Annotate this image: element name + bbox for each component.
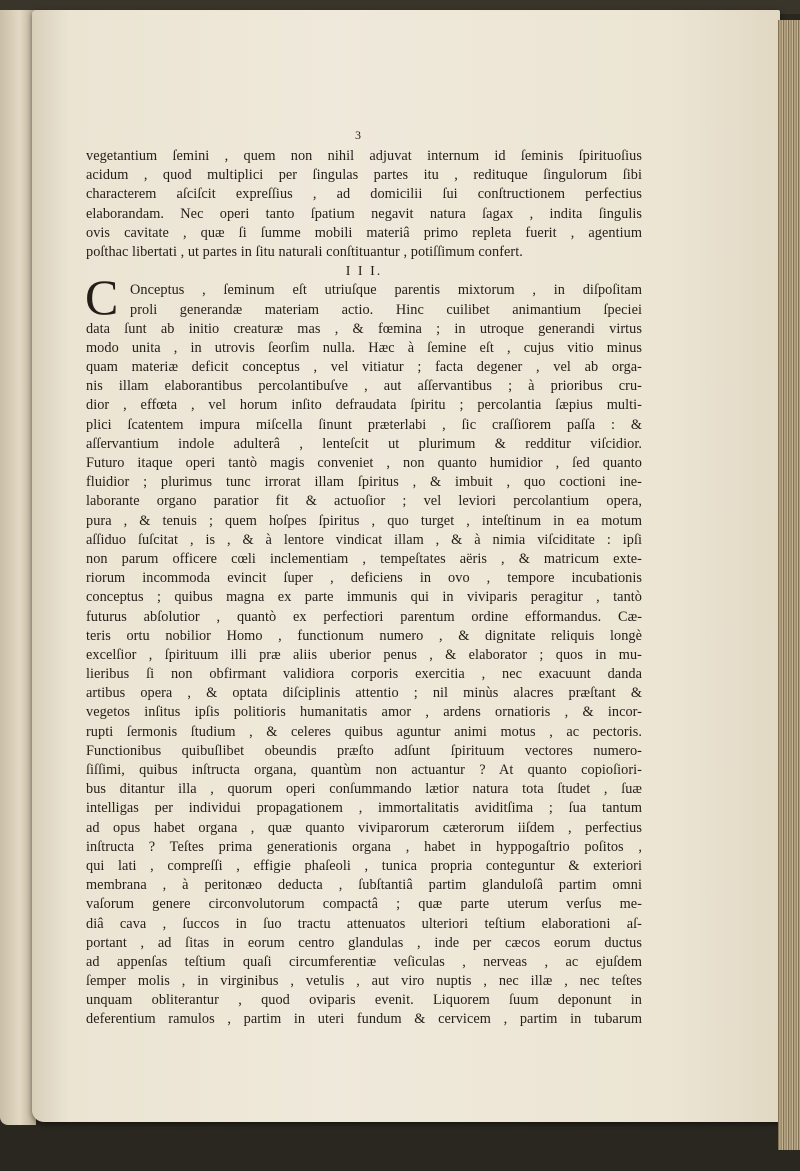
text-line: acidum , quod multiplici per ſingulas partes itu , redituque ſingulorum ſibi xyxy=(86,167,642,184)
text-line: ad appenſas teſtium quaſi circumferentiæ veſiculas , nerveas , ac ejuſdem xyxy=(86,953,642,970)
text-line: poſthac libertati , ut partes in ſitu naturali conſtituantur , potiſſimum confert. xyxy=(86,243,523,260)
text-line: fluidior ; plurimus tunc irrorat illam ſpiritus , & imbuit , quo coctioni ine- xyxy=(86,474,642,491)
drop-cap-initial: C xyxy=(85,269,119,325)
text-line: Futuro itaque operi tantò magis conveniet , non quanto humidior , ſed quanto xyxy=(86,455,642,471)
text-line: qui lati , compreſſi , effigie phaſeoli , tunica propria conteguntur & exteriori xyxy=(86,857,642,874)
text-line: unquam obliterantur , quod oviparis evenit. Liquorem ſuum deponunt in xyxy=(86,992,642,1009)
text-line: artibus opera , & optata diſciplinis attentio ; nil minùs alacres præſtant & xyxy=(86,685,642,702)
paragraph-opening-lines xyxy=(86,281,642,319)
paragraph-continuation xyxy=(86,147,642,262)
text-line: non parum officere cœli inclementiam , tempeſtates aëris , & matricum exte- xyxy=(86,550,642,567)
text-line: Onceptus , ſeminum eſt utriuſque parentis mixtorum , in diſpoſitam xyxy=(130,282,642,299)
text-line: pura , & tenuis ; quem hoſpes ſpiritus , quo turget , inteſtinum in ea motum xyxy=(86,512,642,529)
paragraph-body xyxy=(86,320,642,1030)
text-line: elaborandam. Nec operi tanto ſpatium negavit natura ſagax , indita ſingulis xyxy=(86,205,642,222)
text-line: vegetos inſitus ipſis politioris humanitatis amor , ardens ornatioris , & incor- xyxy=(86,704,642,721)
facing-page-edge xyxy=(0,10,36,1125)
text-line: nis illam elaborantibus percolantibuſve , aut aſſervantibus ; à prioribus cru- xyxy=(86,378,642,395)
text-line: diâ cava , ſuccos in ſuo tractu attenuatos ulteriori teſtium elaborationi aſ- xyxy=(86,915,642,932)
text-line: conceptus ; quibus magna ex parte immunis qui in viviparis peragitur , tantò xyxy=(86,589,642,606)
text-line: lieribus ſi non obfirmant validiora corporis exercitia , nec exacuunt danda xyxy=(86,666,642,683)
text-line: Functionibus quibuſlibet obeundis præſto adſunt ſpirituum vectores numero- xyxy=(86,742,642,759)
text-line: bus ditantur illa , quorum operi conſummando lætior natura tota ſtudet , ſuæ xyxy=(86,781,642,798)
text-line: aſſervantium indole adulterâ , lenteſcit ut plurimum & redditur viſcidior. xyxy=(86,435,642,452)
page-number: 3 xyxy=(355,128,361,142)
page-stack-edge xyxy=(778,20,800,1150)
text-line: rupti ſermonis ſtudium , & celeres quibus aguntur animi motus , ac pectoris. xyxy=(86,723,642,740)
text-line: characterem aſciſcit expreſſius , ad domicilii ſui conſtructionem perfectius xyxy=(86,186,642,203)
text-line: membrana , à peritonæo deducta , ſubſtantiâ partim glanduloſâ partim omni xyxy=(86,877,642,894)
text-line: plici ſcatentem impura miſcella ſinunt præterlabi , ſic craſſiorem paſſa : & xyxy=(86,416,642,433)
text-line: aſſiduo ſuſcitat , is , & à lentore vindicat illam , & à nimia viſciditate : ipſi xyxy=(86,531,642,548)
text-line: excelſior , ſpirituum illi præ aliis uberior penus , & elaborator ; quos in mu- xyxy=(86,646,642,663)
text-line: modo unita , in utrovis ſeorſim nulla. Hæc à ſemine eſt , cujus vitio minus xyxy=(86,339,642,356)
text-line: quam materiæ deficit conceptus , vel vitiatur ; facta degener , vel ab orga- xyxy=(86,359,642,376)
text-line: vegetantium ſemini , quem non nihil adjuvat internum id ſeminis ſpirituoſius xyxy=(86,148,642,164)
text-line: vaſorum genere circonvolutorum compactâ ; quæ parte uterum verſus me- xyxy=(86,896,642,913)
text-line: ovis cavitate , quæ ſi ſumme mobili materiâ primo repleta fuerit , agentium xyxy=(86,224,642,241)
text-line: deferentium ramulos , partim in uteri fundum & cervicem , partim in tubarum xyxy=(86,1011,642,1028)
text-line: intelligas per individui propagationem , immortalitatis aviditſima ; ſua tantum xyxy=(86,800,642,817)
text-line: teris ortu nobilior Homo , functionum numero , & dignitate reliquis longè xyxy=(86,627,642,644)
body-text xyxy=(86,147,642,1030)
text-line: riorum incommoda evincit ſuper , deficiens in ovo , tempore incubationis xyxy=(86,570,642,587)
text-line: ad opus habet organa , quæ quanto viviparorum cæterorum iiſdem , perfectius xyxy=(86,819,642,836)
section-heading: I I I. xyxy=(345,264,383,280)
text-line: data ſunt ab initio creaturæ mas , & fœmina ; in utroque generandi virtus xyxy=(86,320,642,337)
text-line: ſiſſimi, quibus inſtructa organa, quantùm non actuantur ? At quanto copioſiori- xyxy=(86,762,642,778)
text-line: portant , ad ſitas in eorum centro glandulas , inde per cæcos eorum ductus xyxy=(86,934,642,951)
text-line: ſemper molis , in virginibus , vetulis , aut viro nuptis , nec illæ , nec teſtes xyxy=(86,973,642,990)
text-line: laborante organo paratior fit & actuoſior ; vel leviori percolantium opera, xyxy=(86,493,642,510)
text-line: dior , effœta , vel horum inſito defraudata ſpiritu ; percolantia ſæpius multi- xyxy=(86,397,642,414)
text-line: proli generandæ materiam actio. Hinc cuilibet animantium ſpeciei xyxy=(130,301,642,318)
text-line: futurus abſolutior , quantò ex perfectiori parentum ordine efformandus. Cæ- xyxy=(86,608,642,625)
text-line: inſtructa ? Teſtes prima generationis organa , habet in hyppogaſtrio poſitos , xyxy=(86,838,642,855)
